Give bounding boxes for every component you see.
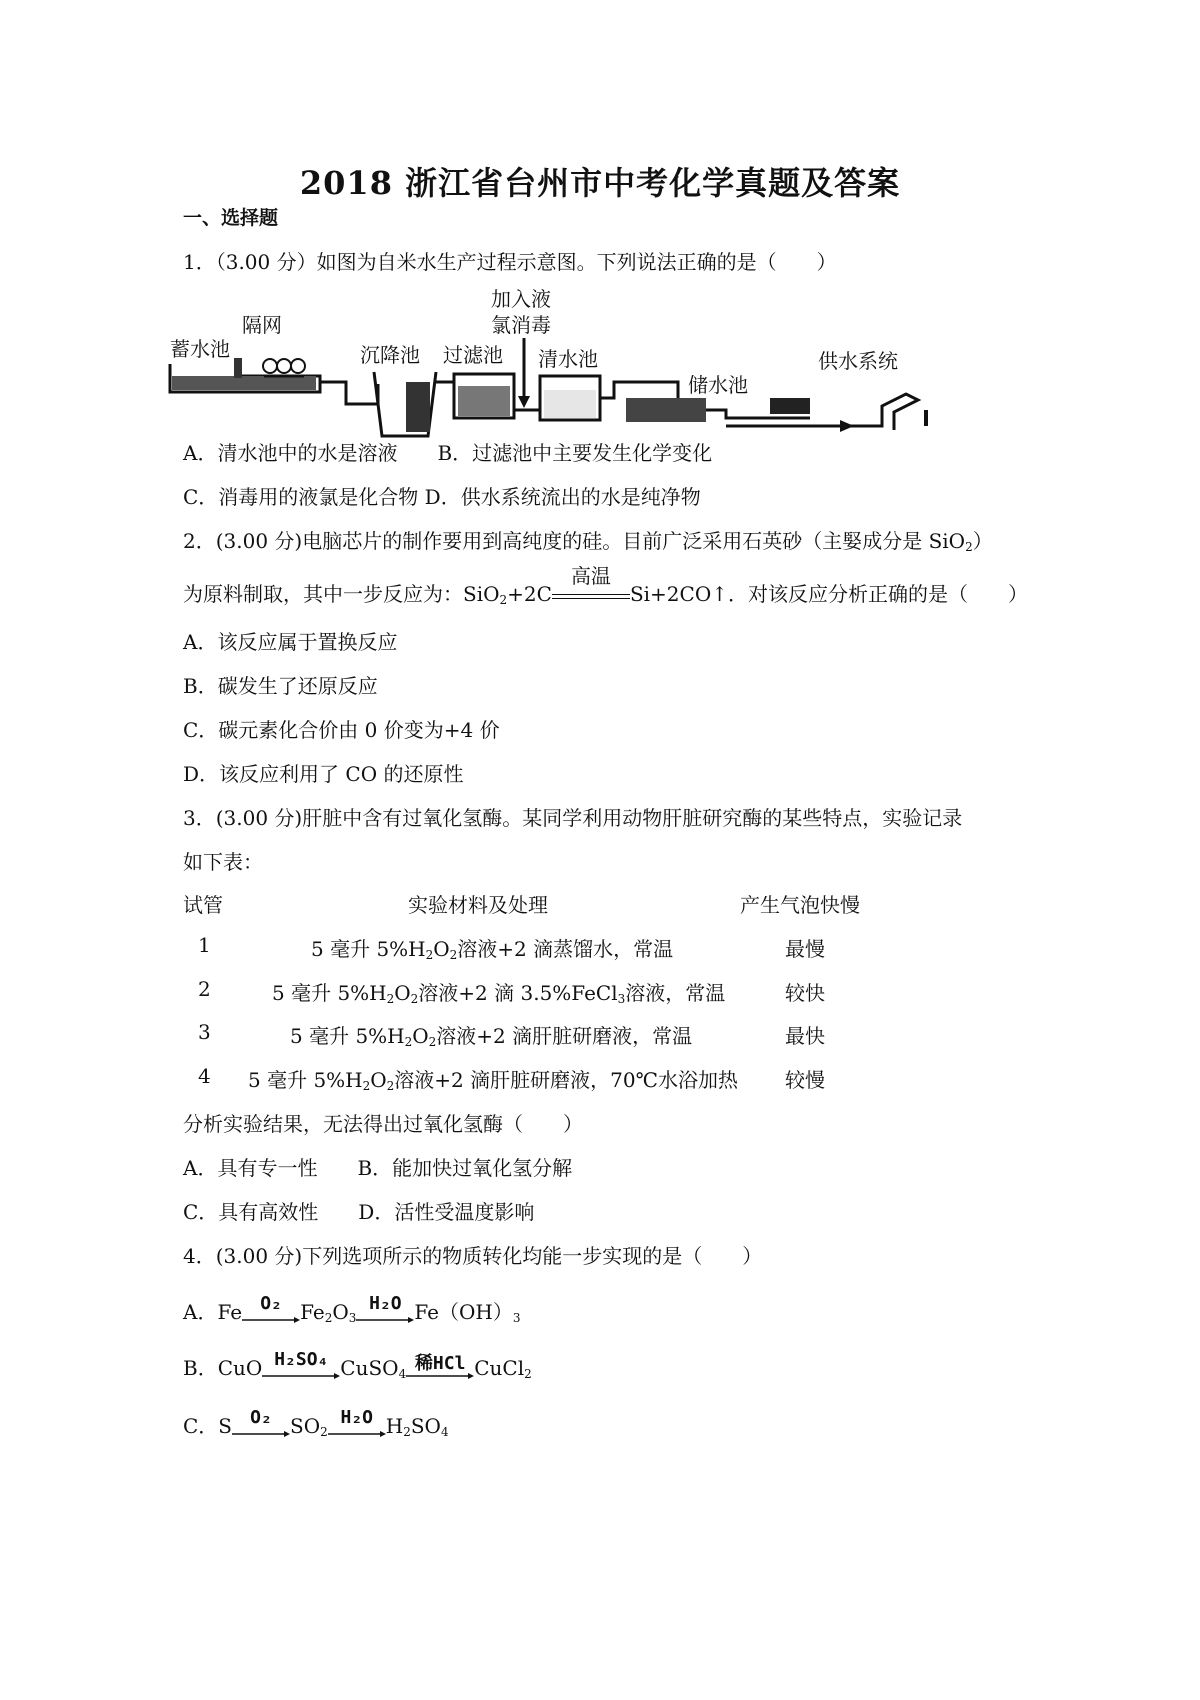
table-row-2-no: 2 [198,977,211,1001]
q2-option-a: A．该反应属于置换反应 [183,630,398,654]
label-clear-water-tank: 清水池 [538,347,598,371]
arrow-condition: H₂O [356,1307,414,1325]
arrow-condition: O₂ [232,1421,290,1439]
table-row-1-no: 1 [198,933,211,957]
q3-stem-line1: 3．(3.00 分)肝脏中含有过氧化氢酶。某同学利用动物肝脏研究酶的某些特点，实验记录 [183,806,963,830]
arrow-condition: 稀HCl [406,1363,474,1381]
q4-option-c: C．S O₂ $SO_2$ H₂O $H_2SO_4$ [183,1407,449,1439]
q2-stem-line1: 2．(3.00 分)电脑芯片的制作要用到高纯度的硅。目前广泛采用石英砂（主婜成分是 SiO$_2$） [183,529,993,554]
q2-option-b: B．碳发生了还原反应 [183,674,378,698]
table-row-3-no: 3 [198,1020,211,1044]
page-title: 2018 浙江省台州市中考化学真题及答案 [299,164,901,202]
table-header-material: 实验材料及处理 [408,893,548,917]
section-heading: 一、选择题 [183,207,279,229]
table-row-3-material: 5 毫升 $5\%H_2O_2$溶液+2 滴肝脏研磨液，常温 [290,1024,693,1049]
q3-stem-line2: 如下表： [183,850,263,874]
arrow-condition: O₂ [242,1307,300,1325]
reaction-condition: 高温 [552,586,630,606]
table-row-4-no: 4 [198,1064,211,1088]
q3-options-ab: A．具有专一性 B．能加快过氧化氢分解 [183,1156,573,1180]
q1-options-ab: A．清水池中的水是溶液 B．过滤池中主要发生化学变化 [183,441,713,465]
q1-options-cd: C．消毒用的液氯是化合物 D．供水系统流出的水是纯净物 [183,485,701,509]
q3-options-cd: C．具有高效性 D．活性受温度影响 [183,1200,535,1224]
table-header-speed: 产生气泡快慢 [740,893,860,917]
label-supply-system: 供水系统 [818,349,898,373]
q4-stem: 4．(3.00 分)下列选项所示的物质转化均能一步实现的是（ ） [183,1244,763,1268]
label-filter-tank: 过滤池 [443,343,503,367]
label-add-liquid: 加入液 [491,287,551,311]
table-row-2-speed: 较快 [785,981,825,1005]
label-settling-tank: 沉降池 [360,343,420,367]
table-row-1-material: 5 毫升 $5\%H_2O_2$溶液+2 滴蒸馏水，常温 [311,937,674,962]
table-row-2-material: 5 毫升 $5\%H_2O_2$溶液+2 滴 3.5%FeCl$_3$溶液，常温 [272,981,726,1006]
q4-option-a: A．Fe O₂ $Fe_2O_3$ H₂O $Fe(OH)_3$ [183,1293,521,1325]
table-row-4-speed: 较慢 [785,1068,825,1092]
table-row-1-speed: 最慢 [785,937,825,961]
label-screen: 隔网 [242,313,282,337]
q3-stem-line3: 分析实验结果，无法得出过氧化氢酶（ ） [183,1112,583,1136]
label-storage-tank: 储水池 [688,373,748,397]
table-header-tube: 试管 [183,893,223,917]
q1-stem: 1．（3.00 分）如图为自米水生产过程示意图。下列说法正确的是（ ） [183,250,837,274]
q2-option-d: D．该反应利用了 CO 的还原性 [183,762,464,786]
q4-option-b: B．CuO H₂SO₄ CuSO$_4$ 稀HCl CuCl$_2$ [183,1349,532,1381]
table-row-4-material: 5 毫升 $5\%H_2O_2$溶液+2 滴肝脏研磨液，70℃水浴加热 [248,1068,738,1093]
table-row-3-speed: 最快 [785,1024,825,1048]
q2-option-c: C．碳元素化合价由 0 价变为+4 价 [183,718,500,742]
label-reservoir: 蓄水池 [170,337,230,361]
label-chlorine: 氯消毒 [491,313,551,337]
water-treatment-diagram [170,286,998,436]
q2-stem-line2: 为原料制取，其中一步反应为：SiO$_2$+2C 高温 Si+2CO↑．对该反应分析正确的是（ ） [183,563,1028,607]
arrow-condition: H₂O [328,1421,386,1439]
arrow-condition: H₂SO₄ [262,1363,340,1381]
